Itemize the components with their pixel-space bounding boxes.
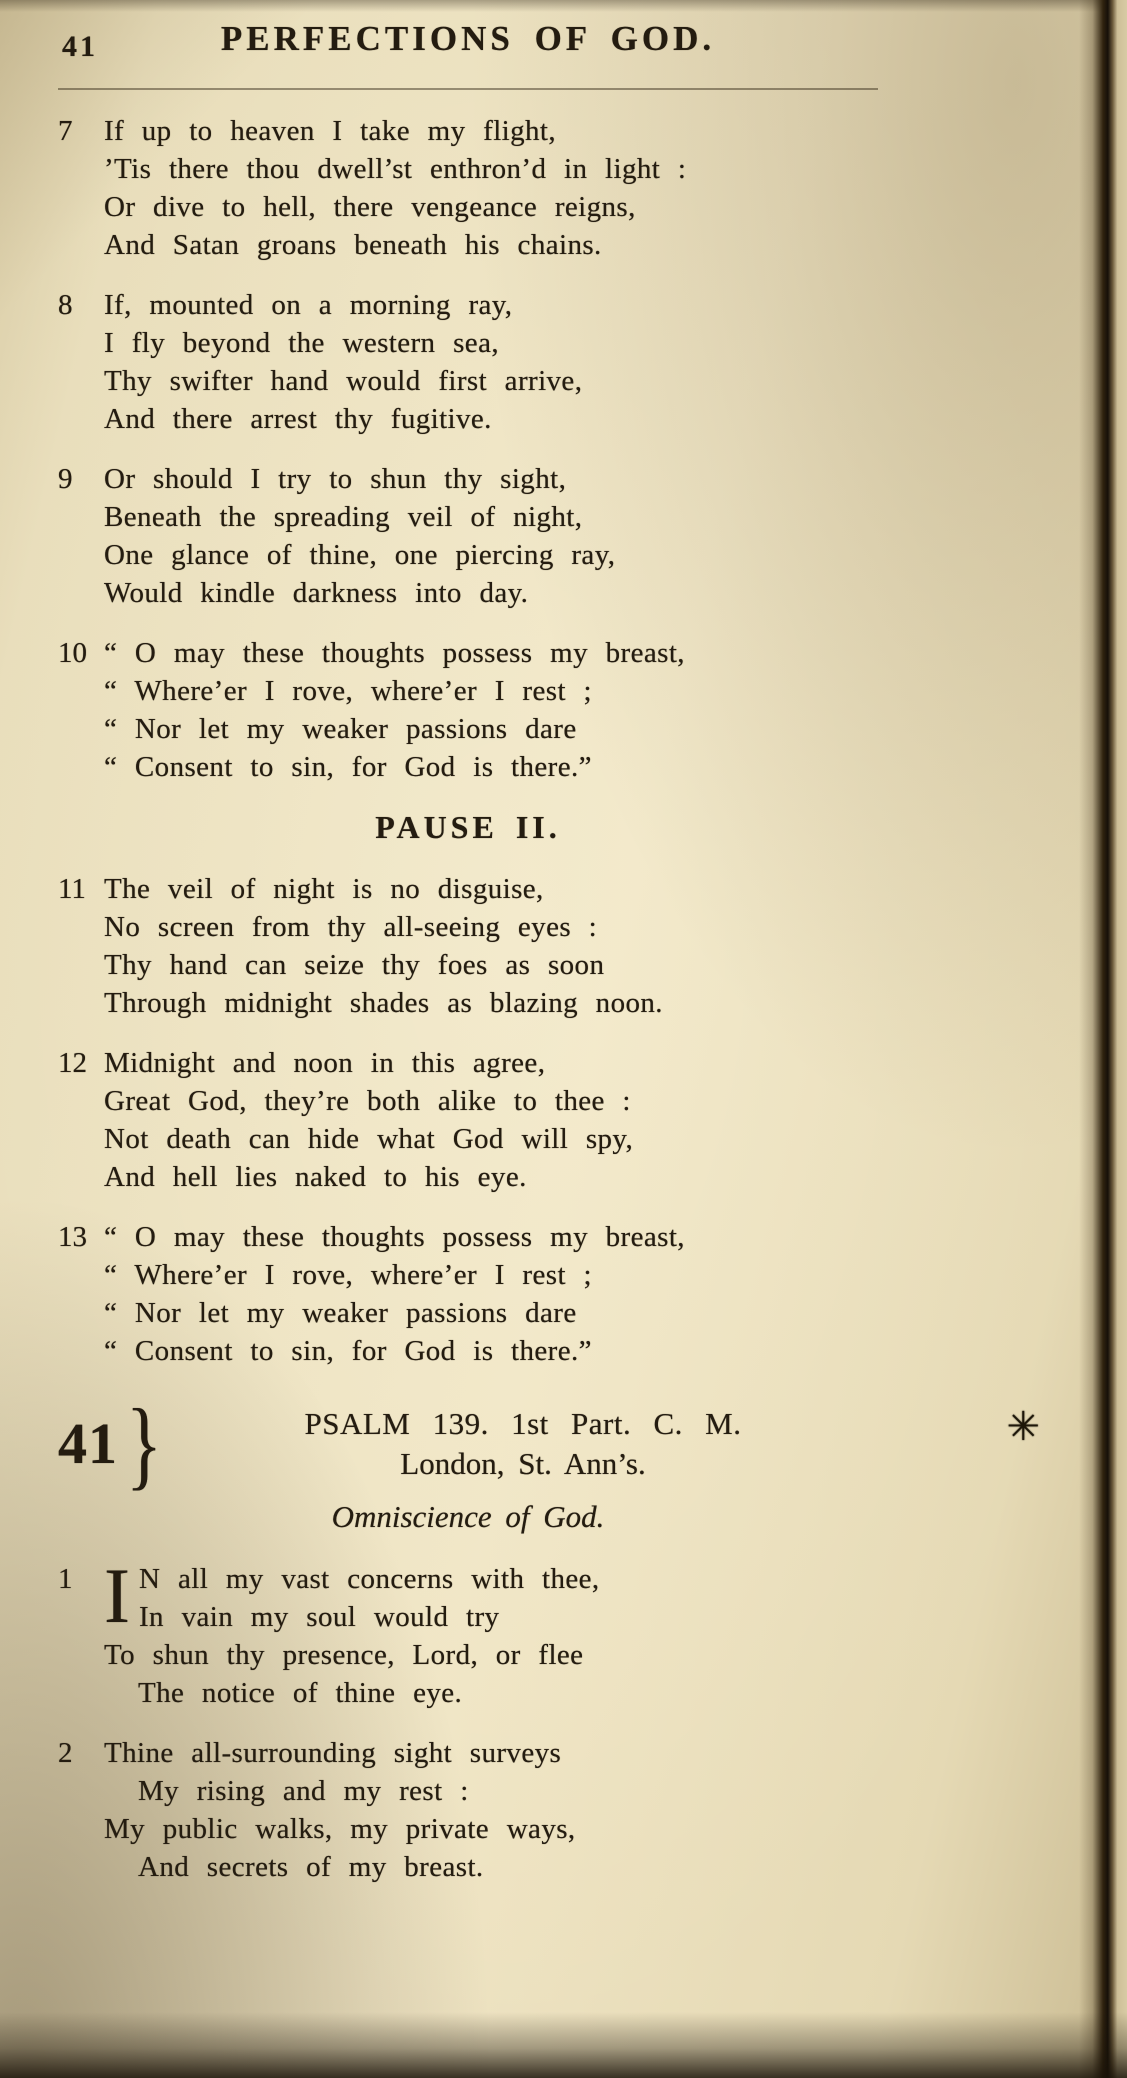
hymn-subtitle: Omniscience of God. xyxy=(331,1499,605,1534)
verse-line: I fly beyond the western sea, xyxy=(104,327,499,359)
verse-line: And Satan groans beneath his chains. xyxy=(104,229,602,261)
verse-line: And secrets of my breast. xyxy=(138,1851,484,1883)
verse-line: Thy hand can seize thy foes as soon xyxy=(104,949,605,981)
verse-line: “ Consent to sin, for God is there.” xyxy=(104,751,592,783)
hymn-title: PSALM 139. 1st Part. C. M. xyxy=(304,1406,742,1441)
verse-line: Midnight and noon in this agree, xyxy=(104,1047,546,1079)
verse-10 xyxy=(58,634,878,786)
hymn-heading xyxy=(58,1388,1040,1499)
verse-line: Not death can hide what God will spy, xyxy=(104,1123,634,1155)
page-number: 41 xyxy=(62,30,98,63)
verse-line: “ Nor let my weaker passions dare xyxy=(104,713,577,745)
page-header xyxy=(58,20,878,78)
verse-number: 12 xyxy=(58,1047,87,1079)
verse-number: 9 xyxy=(58,463,73,495)
verse-line: Or dive to hell, there vengeance reigns, xyxy=(104,191,636,223)
verse-8 xyxy=(58,286,878,438)
verse-7 xyxy=(58,112,878,264)
verse-2 xyxy=(58,1734,878,1886)
psalm-body xyxy=(58,112,878,1370)
verse-number: 13 xyxy=(58,1221,87,1253)
verse-number: 2 xyxy=(58,1737,73,1769)
verse-line: “ O may these thoughts possess my breast, xyxy=(104,637,685,669)
verse-line: The veil of night is no disguise, xyxy=(104,873,544,905)
verse-number: 8 xyxy=(58,289,73,321)
verse-1 xyxy=(58,1552,878,1712)
verse-line: If up to heaven I take my flight, xyxy=(104,115,557,147)
page-edge-shadow xyxy=(1079,0,1127,2078)
verse-line: Thy swifter hand would first arrive, xyxy=(104,365,583,397)
bottom-shadow xyxy=(0,2012,1127,2078)
verse-11 xyxy=(58,870,878,1022)
hymn-verses xyxy=(58,1552,878,1886)
hymn-number: 41 xyxy=(58,1411,118,1476)
verse-line: “ Consent to sin, for God is there.” xyxy=(104,1335,592,1367)
verse-line: Through midnight shades as blazing noon. xyxy=(104,987,663,1019)
tune-mark-icon: ✳ xyxy=(1006,1404,1040,1449)
hymn-brace: } xyxy=(126,1388,162,1499)
running-title: PERFECTIONS OF GOD. xyxy=(220,19,716,58)
verse-number: 10 xyxy=(58,637,87,669)
verse-line: To shun thy presence, Lord, or flee xyxy=(104,1639,584,1671)
verse-line: My rising and my rest : xyxy=(138,1775,469,1807)
verse-12 xyxy=(58,1044,878,1196)
verse-9 xyxy=(58,460,878,612)
verse-line: ’Tis there thou dwell’st enthron’d in light : xyxy=(104,153,687,185)
verse-line: Great God, they’re both alike to thee : xyxy=(104,1085,631,1117)
verse-line: If, mounted on a morning ray, xyxy=(104,289,513,321)
verse-line: “ O may these thoughts possess my breast, xyxy=(104,1221,685,1253)
verse-number: 1 xyxy=(58,1563,73,1595)
verse-line: Thine all-surrounding sight surveys xyxy=(104,1737,562,1769)
verse-line: Beneath the spreading veil of night, xyxy=(104,501,583,533)
verse-line: The notice of thine eye. xyxy=(138,1677,463,1709)
pause-heading: PAUSE II. xyxy=(375,809,561,845)
verse-13 xyxy=(58,1218,878,1370)
verse-number: 11 xyxy=(58,873,86,905)
top-edge-shadow xyxy=(0,0,1127,12)
hymn-titles xyxy=(168,1405,878,1483)
verse-line: My public walks, my private ways, xyxy=(104,1813,576,1845)
verse-line: And there arrest thy fugitive. xyxy=(104,403,492,435)
verse-line: One glance of thine, one piercing ray, xyxy=(104,539,616,571)
verse-line: In vain my soul would try xyxy=(138,1601,500,1633)
verse-line: “ Where’er I rove, where’er I rest ; xyxy=(104,675,593,707)
hymn-number-group xyxy=(58,1388,168,1499)
verse-line: N all my vast concerns with thee, xyxy=(138,1563,600,1595)
verse-line: Or should I try to shun thy sight, xyxy=(104,463,567,495)
text-column xyxy=(58,19,1040,1908)
verse-line: Would kindle darkness into day. xyxy=(104,577,529,609)
hymn-tune: London, St. Ann’s. xyxy=(400,1446,646,1481)
header-rule xyxy=(58,88,878,90)
drop-cap: I xyxy=(104,1552,130,1639)
verse-line: No screen from thy all-seeing eyes : xyxy=(104,911,598,943)
verse-line: “ Nor let my weaker passions dare xyxy=(104,1297,577,1329)
verse-number: 7 xyxy=(58,115,73,147)
verse-line: And hell lies naked to his eye. xyxy=(104,1161,527,1193)
verse-line: “ Where’er I rove, where’er I rest ; xyxy=(104,1259,593,1291)
